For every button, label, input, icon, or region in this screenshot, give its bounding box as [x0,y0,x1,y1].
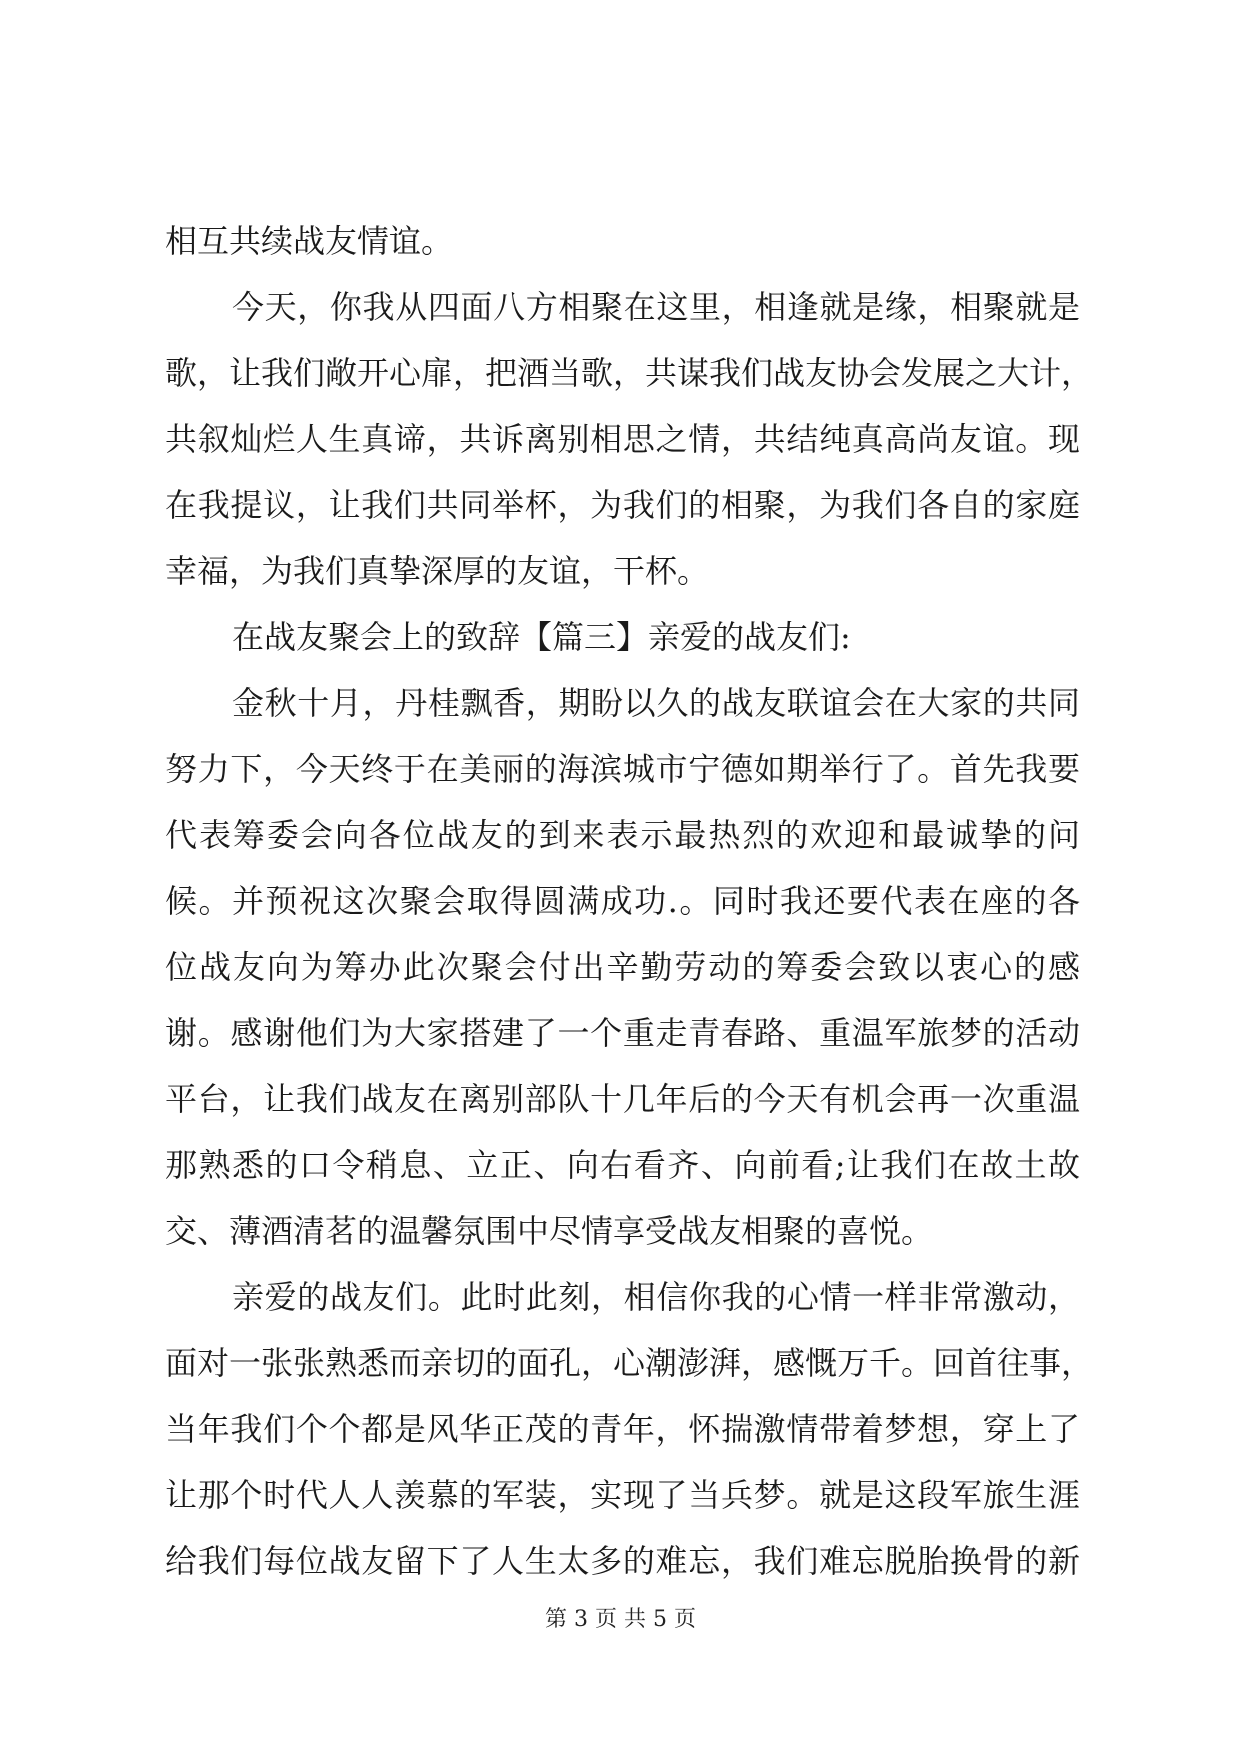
text-line-8: 金秋十月，丹桂飘香，期盼以久的战友联谊会在大家的共同 [232,684,1080,722]
text-line-12: 位战友向为筹办此次聚会付出辛勤劳动的筹委会致以衷心的感 [165,948,1080,986]
text-line-17: 亲爱的战友们。此时此刻，相信你我的心情一样非常激动， [232,1278,1080,1316]
section-heading-line: 在战友聚会上的致辞【篇三】亲爱的战友们: [232,618,851,656]
text-line-16: 交、薄酒清茗的温馨氛围中尽情享受战友相聚的喜悦。 [165,1212,934,1250]
text-line-1: 相互共续战友情谊。 [165,222,454,260]
document-body [165,208,1094,1594]
text-line-13: 谢。感谢他们为大家搭建了一个重走青春路、重温军旅梦的活动 [165,1014,1080,1052]
text-line-18: 面对一张张熟悉而亲切的面孔，心潮澎湃，感慨万千。回首往事， [165,1344,1094,1382]
text-line-4: 共叙灿烂人生真谛，共诉离别相思之情，共结纯真高尚友谊。现 [165,420,1080,458]
text-line-3: 歌，让我们敞开心扉，把酒当歌，共谋我们战友协会发展之大计， [165,354,1094,392]
text-line-15: 那熟悉的口令稍息、立正、向右看齐、向前看;让我们在故土故 [165,1146,1080,1184]
text-line-9: 努力下，今天终于在美丽的海滨城市宁德如期举行了。首先我要 [165,750,1080,788]
text-line-21: 给我们每位战友留下了人生太多的难忘，我们难忘脱胎换骨的新 [165,1542,1080,1580]
text-line-5: 在我提议，让我们共同举杯，为我们的相聚，为我们各自的家庭 [165,486,1080,524]
text-line-10: 代表筹委会向各位战友的到来表示最热烈的欢迎和最诚挚的问 [165,816,1080,854]
page-number-footer: 第 3 页 共 5 页 [545,1607,696,1632]
text-line-11: 候。并预祝这次聚会取得圆满成功.。同时我还要代表在座的各 [165,882,1080,920]
text-line-14: 平台，让我们战友在离别部队十几年后的今天有机会再一次重温 [165,1080,1080,1118]
text-line-2: 今天，你我从四面八方相聚在这里，相逢就是缘，相聚就是 [232,288,1080,326]
text-line-20: 让那个时代人人羡慕的军装，实现了当兵梦。就是这段军旅生涯 [165,1476,1080,1514]
text-line-6: 幸福，为我们真挚深厚的友谊，干杯。 [165,552,710,590]
text-line-19: 当年我们个个都是风华正茂的青年，怀揣激情带着梦想，穿上了 [165,1410,1080,1448]
